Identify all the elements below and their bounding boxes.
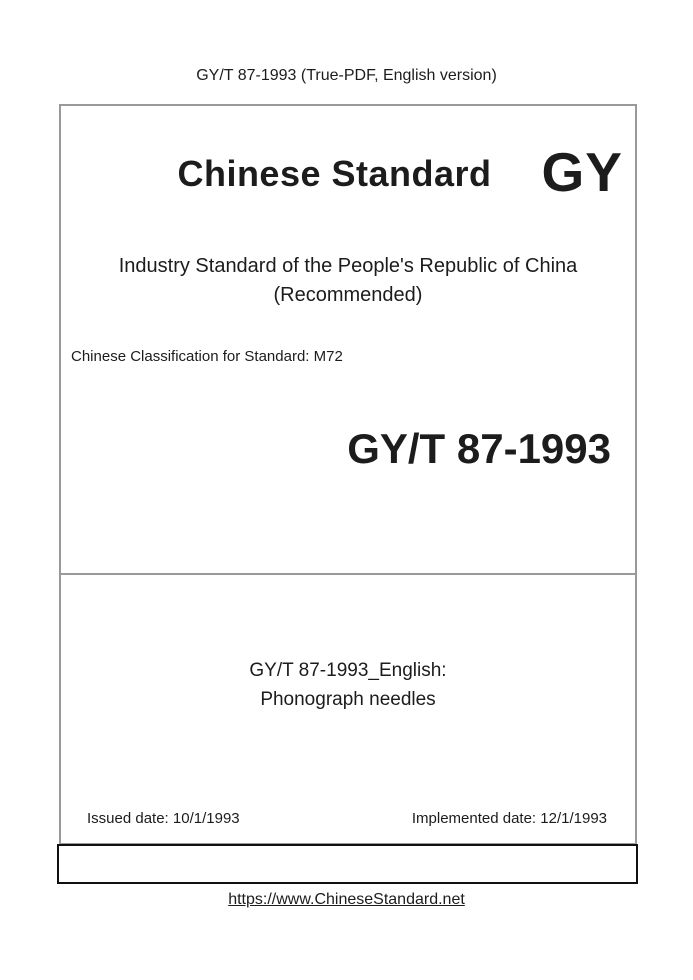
- page-header-title: GY/T 87-1993 (True-PDF, English version): [196, 67, 497, 84]
- english-title-block: [61, 656, 635, 714]
- cover-box: [59, 104, 637, 845]
- implemented-date-label: Implemented date: 12/1/1993: [411, 810, 607, 827]
- dates-row: [87, 808, 607, 830]
- brand-logo: GY: [541, 141, 623, 203]
- classification-label: Chinese Classification for Standard: M72: [71, 348, 343, 365]
- page-footer: [0, 888, 693, 912]
- standard-type-block: [61, 252, 635, 310]
- standard-type-line1: Industry Standard of the People's Republic of China: [118, 255, 578, 277]
- empty-footer-box: [57, 844, 638, 884]
- english-title-line1: GY/T 87-1993_English:: [249, 660, 447, 681]
- brand-title: Chinese Standard: [177, 153, 492, 194]
- horizontal-divider: [61, 573, 635, 575]
- standard-code: GY/T 87-1993: [347, 425, 611, 472]
- standard-type-line2: (Recommended): [273, 284, 423, 306]
- english-title-line2: Phonograph needles: [260, 689, 436, 710]
- website-link[interactable]: https://www.ChineseStandard.net: [228, 891, 465, 908]
- issued-date-label: Issued date: 10/1/1993: [87, 810, 240, 827]
